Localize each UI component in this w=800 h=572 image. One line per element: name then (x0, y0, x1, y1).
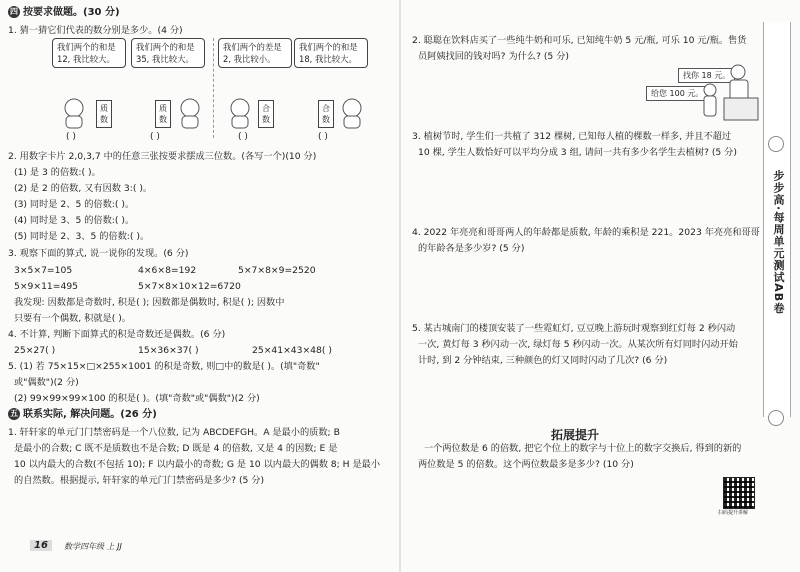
card-composite-2: 合数 (318, 100, 334, 128)
section5-heading (8, 408, 157, 421)
q2-item-3: (3) 同时是 2、5 的倍数:( )。 (14, 199, 135, 210)
tiger-figure-icon (176, 96, 204, 130)
book-spine (399, 0, 401, 572)
bubble-2-line2: 35, 我比较大。 (136, 54, 194, 64)
bubble-2 (131, 38, 205, 68)
answer-blank-1[interactable]: ( ) (66, 132, 76, 142)
card-prime-1: 质数 (96, 100, 112, 128)
binding-hole-bottom-icon (768, 410, 784, 426)
q3-expr-2: 4×6×8=192 (138, 265, 197, 276)
bubble-4 (294, 38, 368, 68)
bubble-3 (218, 38, 292, 68)
r-q5-line2: 一次, 黄灯每 3 秒闪动一次, 绿灯每 5 秒闪动一次。从某次所有灯同时闪动开始 (418, 339, 738, 350)
r-q2-line2: 员阿姨找回的钱对吗? 为什么? (5 分) (418, 51, 569, 62)
q3-expr-4: 5×9×11=495 (14, 281, 79, 292)
answer-blank-2[interactable]: ( ) (150, 132, 160, 142)
q3-finding-line1: 我发现: 因数都是奇数时, 积是( ); 因数都是偶数时, 积是( ); 因数中 (14, 297, 285, 308)
q4-title: 4. 不计算, 判断下面算式的积是奇数还是偶数。(6 分) (8, 329, 226, 340)
bubble-3-line2: 2, 我比较小。 (223, 54, 276, 64)
r-q5-line3: 计时, 到 2 分钟结束, 三种颜色的灯又同时闪动了几次? (6 分) (418, 355, 668, 366)
monkey-figure-icon (226, 96, 254, 130)
q5-line1: 5. (1) 若 75×15×□×255×1001 的积是奇数, 则□中的数是( )。(填"奇数" (8, 361, 320, 372)
q2-item-5: (5) 同时是 2、3、5 的倍数:( )。 (14, 231, 150, 242)
r-q5-line1: 5. 某古城南门的楼顶安装了一些霓虹灯, 豆豆晚上游玩时观察到红灯每 2 秒闪动 (412, 323, 736, 334)
q4-item-3: 25×41×43×48( ) (252, 345, 332, 356)
r-q4-line1: 4. 2022 年亮亮和哥哥两人的年龄都是质数, 年龄的乘积是 221。2023 年亮亮和哥哥 (412, 227, 760, 238)
section4-number-icon: 四 (10, 7, 18, 16)
q5-line2: 或"偶数")(2 分) (14, 377, 79, 388)
q5-line3: (2) 99×99×99×100 的积是( )。(填"奇数"或"偶数")(2 分) (14, 393, 260, 404)
rabbit-figure-icon (60, 96, 88, 130)
section4-title: 按要求做题。(30 分) (23, 7, 120, 18)
q2-item-4: (4) 同时是 3、5 的倍数:( )。 (14, 215, 135, 226)
page-number: 16 (30, 540, 52, 551)
bubble-1-line2: 12, 我比较大。 (57, 54, 115, 64)
q6-line2: 是最小的合数; C 既不是质数也不是合数; D 既是 4 的倍数, 又是 4 的因数; E 是 (14, 443, 338, 454)
q6-line4: 的自然数。根据提示, 轩轩家的单元门门禁密码是多少? (5 分) (14, 475, 265, 486)
bubble-2-line1: 我们两个的和是 (136, 42, 195, 52)
card-composite-1: 合数 (258, 100, 274, 128)
q2-item-1: (1) 是 3 的倍数:( )。 (14, 167, 101, 178)
binding-hole-top-icon (768, 136, 784, 152)
section4-heading (8, 6, 120, 19)
speech-change: 找你 18 元。 (678, 68, 735, 83)
bubble-4-line1: 我们两个的和是 (299, 42, 358, 52)
shop-scene-icon (700, 62, 760, 124)
q3-expr-5: 5×7×8×10×12=6720 (138, 281, 241, 292)
bubble-3-line1: 我们两个的差是 (223, 42, 282, 52)
q3-finding-line2: 只要有一个偶数, 积就是( )。 (14, 313, 131, 324)
q2-title: 2. 用数字卡片 2,0,3,7 中的任意三张按要求摆成三位数。(各写一个)(10 分) (8, 151, 317, 162)
q6-line1: 1. 轩轩家的单元门门禁密码是一个八位数, 记为 ABCDEFGH。A 是最小的质数; B (8, 427, 340, 438)
ext-line2: 两位数是 5 的倍数。这个两位数最多是多少? (10 分) (418, 459, 634, 470)
r-q4-line2: 的年龄各是多少岁? (5 分) (418, 243, 525, 254)
page-footer: 数学四年级 上 JJ (64, 542, 122, 551)
ext-line1: 一个两位数是 6 的倍数, 把它个位上的数字与十位上的数字交换后, 得到的新的 (424, 443, 742, 454)
q3-expr-1: 3×5×7=105 (14, 265, 73, 276)
q4-item-2: 15×36×37( ) (138, 345, 199, 356)
r-q3-line1: 3. 植树节时, 学生们一共植了 312 棵树, 已知每人植的棵数一样多, 并且不超过 (412, 131, 732, 142)
bubble-1 (52, 38, 126, 68)
section5-title: 联系实际, 解决问题。(26 分) (23, 409, 157, 420)
q1-title: 1. 猜一猜它们代表的数分别是多少。(4 分) (8, 25, 183, 36)
section5-number-icon: 五 (10, 409, 18, 418)
dashed-divider (213, 38, 214, 138)
answer-blank-4[interactable]: ( ) (318, 132, 328, 142)
q3-title: 3. 观察下面的算式, 说一说你的发现。(6 分) (8, 248, 189, 259)
bubble-4-line2: 18, 我比较大。 (299, 54, 357, 64)
bubble-1-line1: 我们两个的和是 (57, 42, 116, 52)
pig-figure-icon (338, 96, 366, 130)
card-prime-2: 质数 (155, 100, 171, 128)
q3-expr-3: 5×7×8×9=2520 (238, 265, 316, 276)
qr-caption: 扫码提升讲解 (718, 510, 749, 516)
answer-blank-3[interactable]: ( ) (238, 132, 248, 142)
q2-item-2: (2) 是 2 的倍数, 又有因数 3:( )。 (14, 183, 153, 194)
speech-pay: 给您 100 元。 (646, 86, 708, 101)
q4-item-1: 25×27( ) (14, 345, 56, 356)
q6-line3: 10 以内最大的合数(不包括 10); F 以内最小的奇数; G 是 10 以内最大的偶数 8; H 是最小 (14, 459, 381, 470)
r-q2-line1: 2. 聪聪在饮料店买了一些纯牛奶和可乐, 已知纯牛奶 5 元/瓶, 可乐 10 元/瓶。售货 (412, 35, 747, 46)
qr-code-icon[interactable] (723, 477, 755, 509)
r-q3-line2: 10 棵, 学生人数恰好可以平均分成 3 组, 请问一共有多少名学生去植树? (5 分) (418, 147, 737, 158)
extension-title: 拓展提升 (550, 428, 599, 442)
side-series-title: 步步高·每周单元测试AB卷 (772, 170, 785, 315)
